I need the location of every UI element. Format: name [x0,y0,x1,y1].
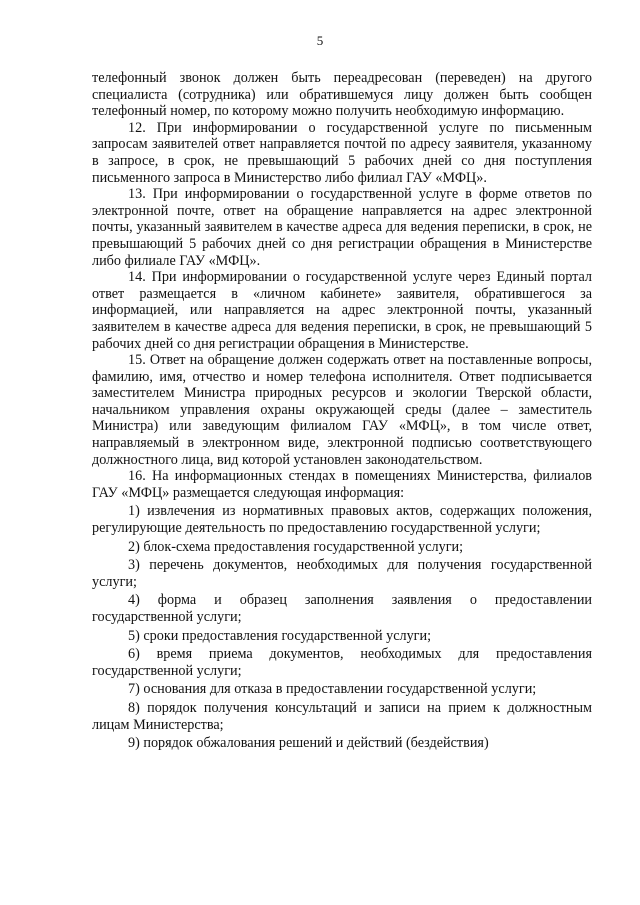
paragraph-16: 16. На информационных стендах в помещениях Министерства, филиалов ГАУ «МФЦ» размещается следующая информация: [92,468,592,501]
page-number: 5 [316,33,324,48]
list-item: 1) извлечения из нормативных правовых актов, содержащих положения, регулирующие деятельность по предоставлению государственной услуги; [92,503,592,537]
list-item: 7) основания для отказа в предоставлении государственной услуги; [128,681,537,698]
paragraph-14: 14. При информировании о государственной услуге через Единый портал ответ размещается в «личном кабинете» заявителя, обратившегося за информацией, или направляется на адрес электронной почты, указанный заявителем в качестве адреса для ведения переписки, в срок, не превышающий 5 рабочих дней со дня регистрации обращения в Министерстве. [92,269,592,352]
paragraph-15: 15. Ответ на обращение должен содержать ответ на поставленные вопросы, фамилию, имя, отчество и номер телефона исполнителя. Ответ подписывается заместителем Министра природных ресурсов и экологии Тверской области, начальником управления охраны окружающей среды (далее – заместитель Министра) или заведующим филиалом ГАУ «МФЦ», в том числе ответ, направляемый в электронном виде, электронной подписью соответствующего должностного лица, вид которой установлен законодательством. [92,352,592,468]
list-item: 4) форма и образец заполнения заявления о предоставлении государственной услуги; [92,592,592,625]
list-item: 2) блок-схема предоставления государственной услуги; [128,538,464,555]
document-body [92,70,592,752]
list-item: 5) сроки предоставления государственной услуги; [128,627,432,644]
list-item: 6) время приема документов, необходимых для предоставления государственной услуги; [92,646,592,679]
paragraph-continuation: телефонный звонок должен быть переадресован (переведен) на другого специалиста (сотрудника) или обратившемуся лицу должен быть сообщен телефонный номер, по которому можно получить необходимую информацию. [92,70,592,120]
list-item: 3) перечень документов, необходимых для получения государственной услуги; [92,557,592,590]
paragraph-13: 13. При информировании о государственной услуге в форме ответов по электронной почте, ответ на обращение направляется на адрес электронной почты, указанный заявителем в качестве адреса для ведения переписки, в срок, не превышающий 5 рабочих дней со дня регистрации обращения в Министерстве либо филиале ГАУ «МФЦ». [92,186,592,269]
paragraph-12: 12. При информировании о государственной услуге по письменным запросам заявителей ответ направляется почтой по адресу заявителя, указанному в запросе, в срок, не превышающий 5 рабочих дней со дня поступления письменного запроса в Министерство либо филиал ГАУ «МФЦ». [92,119,592,186]
list-item: 9) порядок обжалования решений и действий (бездействия) [128,735,489,752]
list-item: 8) порядок получения консультаций и записи на прием к должностным лицам Министерства; [92,699,592,733]
